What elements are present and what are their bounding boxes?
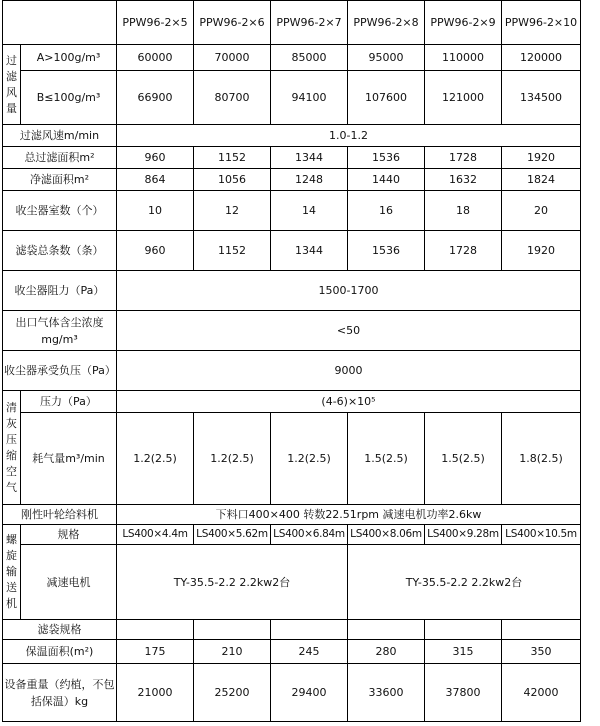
row-label: B≤100g/m³ bbox=[21, 71, 117, 125]
cell-value: 1824 bbox=[502, 169, 581, 191]
cell-value: LS400×8.06m bbox=[348, 525, 425, 545]
row-label: A>100g/m³ bbox=[21, 45, 117, 71]
cell-value: 1536 bbox=[348, 231, 425, 271]
cell-value: 94100 bbox=[271, 71, 348, 125]
cell-value: 1.2(2.5) bbox=[194, 413, 271, 505]
row-label: 耗气量m³/min bbox=[21, 413, 117, 505]
cell-value bbox=[194, 620, 271, 640]
screw-spec-row bbox=[3, 525, 581, 545]
model-header: PPW96-2×5 bbox=[117, 1, 194, 45]
cell-value: 80700 bbox=[194, 71, 271, 125]
rotary-feeder-row bbox=[3, 505, 581, 525]
row-label: 收尘器阻力（Pa） bbox=[3, 271, 117, 311]
row-label: 出口气体含尘浓度mg/m³ bbox=[3, 311, 117, 351]
row-label: 设备重量（约植，不包括保温）kg bbox=[3, 664, 117, 722]
row-label: 滤袋规格 bbox=[3, 620, 117, 640]
cell-value bbox=[271, 620, 348, 640]
cell-value: 1.2(2.5) bbox=[271, 413, 348, 505]
screw-group-label: 螺旋输送机 bbox=[3, 525, 21, 620]
cell-value: 1920 bbox=[502, 147, 581, 169]
cell-value: 1344 bbox=[271, 231, 348, 271]
airflow-row-b bbox=[3, 71, 581, 125]
model-header: PPW96-2×10 bbox=[502, 1, 581, 45]
cell-value-merged: 1.0-1.2 bbox=[117, 125, 581, 147]
cell-value: 1248 bbox=[271, 169, 348, 191]
cell-value: 175 bbox=[117, 640, 194, 664]
model-header: PPW96-2×9 bbox=[425, 1, 502, 45]
cell-value: 107600 bbox=[348, 71, 425, 125]
cell-value: 1056 bbox=[194, 169, 271, 191]
cell-value: 315 bbox=[425, 640, 502, 664]
cell-value: 18 bbox=[425, 191, 502, 231]
cell-value-merged: 1500-1700 bbox=[117, 271, 581, 311]
row-label: 减速电机 bbox=[21, 545, 117, 620]
cell-value: 1440 bbox=[348, 169, 425, 191]
cell-value bbox=[117, 620, 194, 640]
row-label: 过滤风速m/min bbox=[3, 125, 117, 147]
cell-value: 42000 bbox=[502, 664, 581, 722]
cleaning-group-label: 清灰压缩空气 bbox=[3, 391, 21, 505]
model-header: PPW96-2×7 bbox=[271, 1, 348, 45]
cell-value: 1728 bbox=[425, 231, 502, 271]
weight-row bbox=[3, 664, 581, 722]
cleaning-pressure-row bbox=[3, 391, 581, 413]
cleaning-consumption-row bbox=[3, 413, 581, 505]
cell-value: LS400×5.62m bbox=[194, 525, 271, 545]
airflow-row-a bbox=[3, 45, 581, 71]
cell-value bbox=[502, 620, 581, 640]
spec-table bbox=[2, 0, 581, 722]
cell-value: LS400×4.4m bbox=[117, 525, 194, 545]
insulation-row bbox=[3, 640, 581, 664]
cell-value: 210 bbox=[194, 640, 271, 664]
header-corner bbox=[3, 1, 117, 45]
cell-value: 1344 bbox=[271, 147, 348, 169]
cell-value: 37800 bbox=[425, 664, 502, 722]
cell-value-merged: TY-35.5-2.2 2.2kw2台 bbox=[117, 545, 348, 620]
cell-value: 864 bbox=[117, 169, 194, 191]
cell-value: 134500 bbox=[502, 71, 581, 125]
cell-value: 1728 bbox=[425, 147, 502, 169]
row-label: 收尘器室数（个） bbox=[3, 191, 117, 231]
cell-value: 95000 bbox=[348, 45, 425, 71]
row-label: 滤袋总条数（条） bbox=[3, 231, 117, 271]
cell-value: 350 bbox=[502, 640, 581, 664]
model-header: PPW96-2×6 bbox=[194, 1, 271, 45]
resistance-row bbox=[3, 271, 581, 311]
cell-value-merged: TY-35.5-2.2 2.2kw2台 bbox=[348, 545, 581, 620]
cell-value: LS400×9.28m bbox=[425, 525, 502, 545]
airflow-group-label: 过滤风量 bbox=[3, 45, 21, 125]
cell-value: 66900 bbox=[117, 71, 194, 125]
cell-value: 29400 bbox=[271, 664, 348, 722]
row-label: 保温面积(m²) bbox=[3, 640, 117, 664]
cell-value: 110000 bbox=[425, 45, 502, 71]
cell-value: 960 bbox=[117, 147, 194, 169]
cell-value: 85000 bbox=[271, 45, 348, 71]
cell-value: 21000 bbox=[117, 664, 194, 722]
header-row bbox=[3, 1, 581, 45]
cell-value: 12 bbox=[194, 191, 271, 231]
cell-value: LS400×10.5m bbox=[502, 525, 581, 545]
cell-value: 33600 bbox=[348, 664, 425, 722]
net-area-row bbox=[3, 169, 581, 191]
cell-value bbox=[425, 620, 502, 640]
cell-value: 1536 bbox=[348, 147, 425, 169]
cell-value-merged: 9000 bbox=[117, 351, 581, 391]
cell-value: 121000 bbox=[425, 71, 502, 125]
total-area-row bbox=[3, 147, 581, 169]
cell-value: 1.5(2.5) bbox=[348, 413, 425, 505]
bags-row bbox=[3, 231, 581, 271]
cell-value: 960 bbox=[117, 231, 194, 271]
cell-value: 1152 bbox=[194, 147, 271, 169]
cell-value: LS400×6.84m bbox=[271, 525, 348, 545]
cell-value: 20 bbox=[502, 191, 581, 231]
cell-value: 60000 bbox=[117, 45, 194, 71]
cell-value: 1632 bbox=[425, 169, 502, 191]
cell-value-merged: (4-6)×10⁵ bbox=[117, 391, 581, 413]
cell-value bbox=[348, 620, 425, 640]
cell-value: 10 bbox=[117, 191, 194, 231]
bag-spec-row bbox=[3, 620, 581, 640]
row-label: 净滤面积m² bbox=[3, 169, 117, 191]
row-label: 规格 bbox=[21, 525, 117, 545]
row-label: 总过滤面积m² bbox=[3, 147, 117, 169]
cell-value: 14 bbox=[271, 191, 348, 231]
cell-value: 280 bbox=[348, 640, 425, 664]
cell-value-merged: <50 bbox=[117, 311, 581, 351]
cell-value: 70000 bbox=[194, 45, 271, 71]
screw-motor-row bbox=[3, 545, 581, 620]
cell-value: 1152 bbox=[194, 231, 271, 271]
cell-value: 1.2(2.5) bbox=[117, 413, 194, 505]
cell-value: 16 bbox=[348, 191, 425, 231]
cell-value: 245 bbox=[271, 640, 348, 664]
cell-value: 25200 bbox=[194, 664, 271, 722]
model-header: PPW96-2×8 bbox=[348, 1, 425, 45]
cell-value: 120000 bbox=[502, 45, 581, 71]
row-label: 收尘器承受负压（Pa） bbox=[3, 351, 117, 391]
filter-speed-row bbox=[3, 125, 581, 147]
row-label: 压力（Pa） bbox=[21, 391, 117, 413]
negative-pressure-row bbox=[3, 351, 581, 391]
cell-value-merged: 下料口400×400 转数22.51rpm 减速电机功率2.6kw bbox=[117, 505, 581, 525]
row-label: 刚性叶轮给料机 bbox=[3, 505, 117, 525]
cell-value: 1.8(2.5) bbox=[502, 413, 581, 505]
cell-value: 1.5(2.5) bbox=[425, 413, 502, 505]
outlet-concentration-row bbox=[3, 311, 581, 351]
chambers-row bbox=[3, 191, 581, 231]
cell-value: 1920 bbox=[502, 231, 581, 271]
